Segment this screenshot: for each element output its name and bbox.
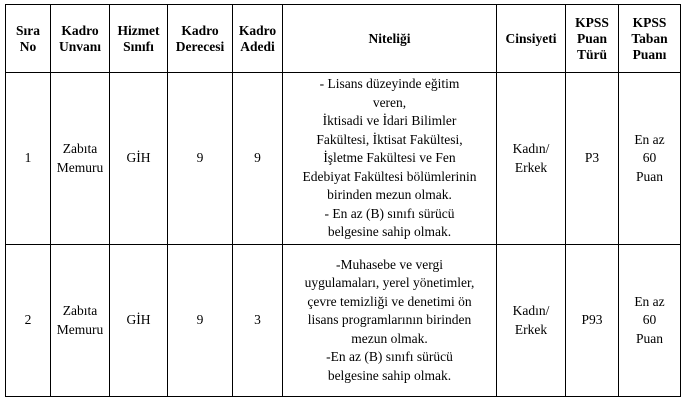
cell-adet: 3 <box>233 245 283 397</box>
table-row <box>6 245 681 397</box>
header-taban-puan: KPSS Taban Puanı <box>619 5 681 73</box>
cell-puan-turu: P93 <box>566 245 619 397</box>
header-nitelik: Niteliği <box>283 5 497 73</box>
cell-sira: 2 <box>6 245 51 397</box>
header-unvan: Kadro Unvanı <box>51 5 110 73</box>
cell-derece: 9 <box>168 73 233 245</box>
cell-unvan: Zabıta Memuru <box>51 73 110 245</box>
cell-sinif: GİH <box>110 73 168 245</box>
cell-nitelik: - Lisans düzeyinde eğitim veren, İktisadi ve İdari Bilimler Fakültesi, İktisat Fakültesi, İşletme Fakültesi ve Fen Edebiyat Fakültesi bölümlerinin birinden mezun olmak. - En az (B) sınıfı sürücü belgesine sahip olmak. <box>283 73 497 245</box>
cell-puan-turu: P3 <box>566 73 619 245</box>
cell-sira: 1 <box>6 73 51 245</box>
cell-adet: 9 <box>233 73 283 245</box>
cell-nitelik: -Muhasebe ve vergi uygulamaları, yerel yönetimler, çevre temizliği ve denetimi ön lisans programlarının birinden mezun olmak. -En az (B) sınıfı sürücü belgesine sahip olmak. <box>283 245 497 397</box>
cell-cinsiyet: Kadın/ Erkek <box>497 245 566 397</box>
table-row <box>6 73 681 245</box>
cell-derece: 9 <box>168 245 233 397</box>
cell-cinsiyet: Kadın/ Erkek <box>497 73 566 245</box>
header-sinif: Hizmet Sınıfı <box>110 5 168 73</box>
header-row <box>6 5 681 73</box>
header-derece: Kadro Derecesi <box>168 5 233 73</box>
header-sira: Sıra No <box>6 5 51 73</box>
cell-unvan: Zabıta Memuru <box>51 245 110 397</box>
header-cinsiyet: Cinsiyeti <box>497 5 566 73</box>
cell-taban-puan: En az 60 Puan <box>619 245 681 397</box>
header-adet: Kadro Adedi <box>233 5 283 73</box>
header-puan-turu: KPSS Puan Türü <box>566 5 619 73</box>
cell-sinif: GİH <box>110 245 168 397</box>
cell-taban-puan: En az 60 Puan <box>619 73 681 245</box>
kadro-table <box>5 4 681 397</box>
